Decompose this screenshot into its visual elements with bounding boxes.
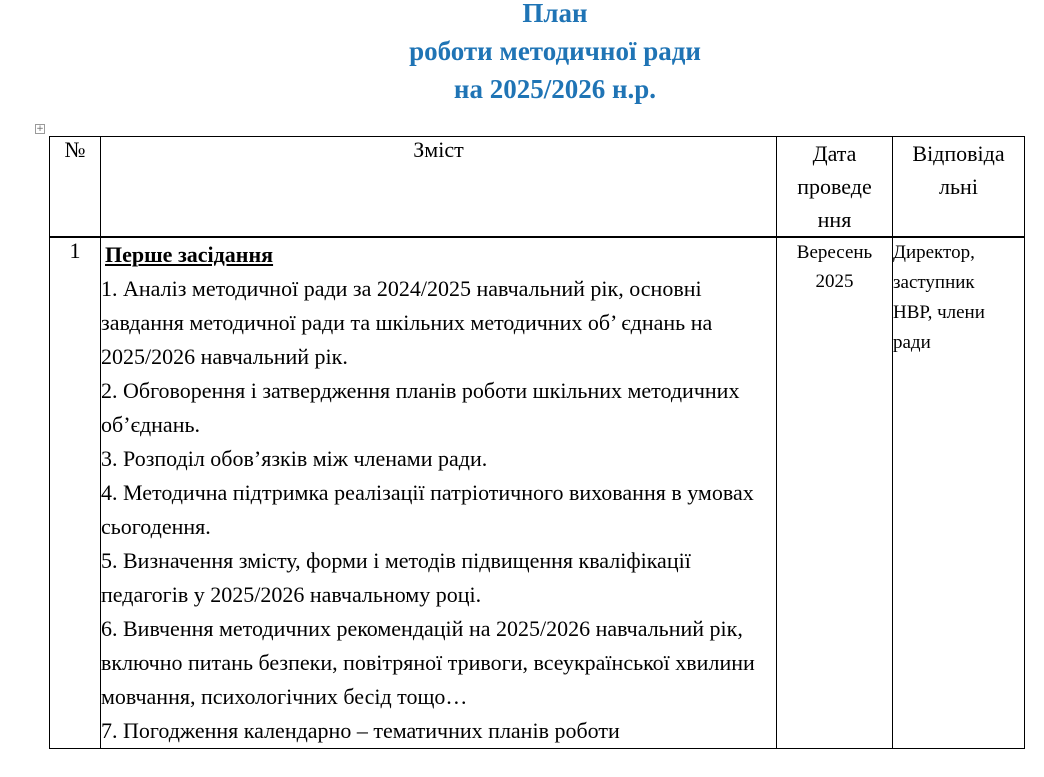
document-title <box>0 0 1044 108</box>
row-responsible <box>893 237 1025 749</box>
table-header-row <box>50 137 1025 238</box>
header-responsible <box>893 137 1025 238</box>
row-date <box>777 237 893 749</box>
agenda-item: 3. Розподіл обов’язків між членами ради. <box>101 446 488 471</box>
table-row <box>50 237 1025 749</box>
agenda-item: 7. Погодження календарно – тематичних планів роботи <box>101 718 620 743</box>
agenda-item: 5. Визначення змісту, форми і методів підвищення кваліфікації педагогів у 2025/2026 навчальному році. <box>101 548 691 607</box>
header-content: Зміст <box>101 137 777 238</box>
agenda-item: 2. Обговорення і затвердження планів роботи шкільних методичних об’єднань. <box>101 378 740 437</box>
title-line-1: План <box>522 0 588 28</box>
row-responsible-part: Директор, <box>893 242 975 263</box>
row-date-part: Вересень <box>796 242 873 263</box>
move-cross-icon[interactable]: + <box>36 124 44 134</box>
row-responsible-part: ради <box>893 332 931 353</box>
agenda-item: 1. Аналіз методичної ради за 2024/2025 навчальний рік, основні завдання методичної ради та шкільних методичних об’ єднань на 2025/2026 навчальний рік. <box>101 276 713 369</box>
header-date <box>777 137 893 238</box>
row-content <box>101 237 777 749</box>
header-date-part: проведе <box>797 174 872 199</box>
plan-table <box>49 136 1025 749</box>
row-date-part: 2025 <box>815 271 854 292</box>
title-line-3: на 2025/2026 н.р. <box>453 74 657 104</box>
agenda-item: 4. Методична підтримка реалізації патріотичного виховання в умовах сьогодення. <box>101 480 754 539</box>
header-date-part: ння <box>817 207 852 232</box>
header-responsible-part: льні <box>939 174 978 199</box>
row-number: 1 <box>50 237 101 749</box>
agenda-item: 6. Вивчення методичних рекомендацій на 2025/2026 навчальний рік, включно питань безпеки, повітряної тривоги, всеукраїнської хвилини мовчання, психологічних бесід тощо… <box>101 616 755 709</box>
row-responsible-part: НВР, члени <box>893 302 985 323</box>
header-date-part: Дата <box>812 141 857 166</box>
header-responsible-part: Відповіда <box>912 141 1005 166</box>
row-responsible-part: заступник <box>893 272 975 293</box>
meeting-title: Перше засідання <box>105 242 274 267</box>
title-line-2: роботи методичної ради <box>409 36 701 66</box>
header-number: № <box>50 137 101 238</box>
